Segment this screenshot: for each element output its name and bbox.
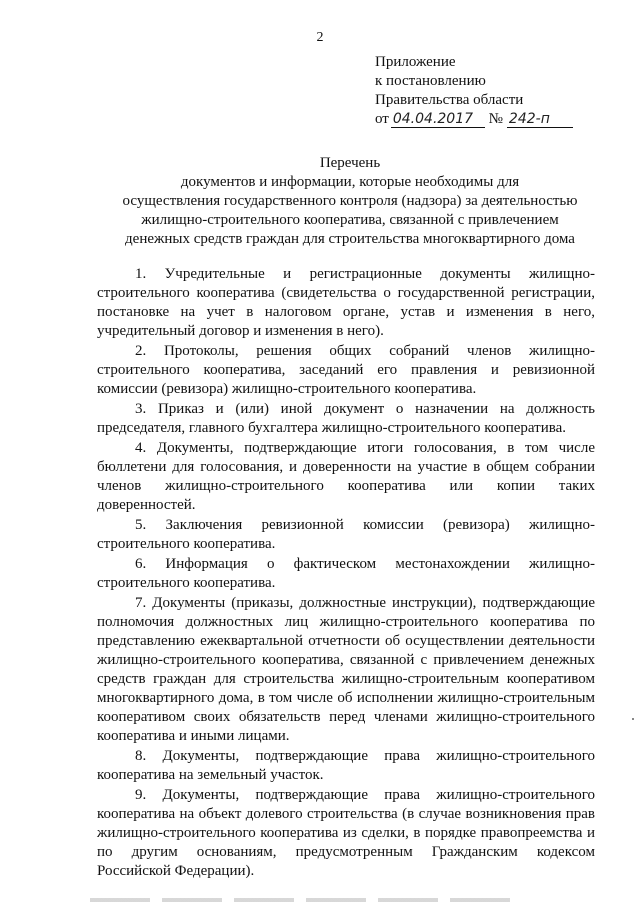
scan-footer-artifact bbox=[90, 898, 510, 902]
title-word: Перечень bbox=[319, 155, 381, 171]
list-item: 9. Документы, подтверждающие права жилищно-строительного кооператива на объект долевого строительства (в случае возникновения прав жилищно-строительного кооператива из сделки, в порядке правопреемства и по другим основаниям, предусмотренным Гражданским кодексом Российской Федерации). bbox=[97, 787, 595, 879]
list-item: 4. Документы, подтверждающие итоги голосования, в том числе бюллетени для голосования, и доверенности на участие в общем собрании членов жилищно-строительного кооператива или копии таких доверенностей. bbox=[97, 440, 595, 513]
handwritten-number: 242-п bbox=[507, 112, 573, 128]
appendix-line-3: Правительства области bbox=[375, 92, 524, 108]
handwritten-date: 04.04.2017 bbox=[391, 112, 485, 128]
document-title bbox=[120, 154, 580, 249]
list-item: 8. Документы, подтверждающие права жилищно-строительного кооператива на земельный участок. bbox=[97, 748, 595, 783]
list-item: 5. Заключения ревизионной комиссии (ревизора) жилищно-строительного кооператива. bbox=[97, 517, 595, 552]
page-number: 2 bbox=[316, 30, 324, 45]
scan-speck bbox=[632, 718, 634, 720]
title-line-1: документов и информации, которые необходимы для bbox=[180, 174, 520, 190]
number-sign: № bbox=[488, 111, 503, 127]
title-line-4: денежных средств граждан для строительства многоквартирного дома bbox=[125, 231, 575, 247]
appendix-line-1: Приложение bbox=[375, 54, 456, 70]
title-line-2: осуществления государственного контроля (надзора) за деятельностью bbox=[122, 193, 578, 209]
list-item: 2. Протоколы, решения общих собраний членов жилищно-строительного кооператива, заседаний его правления и ревизионной комиссии (ревизора) жилищно-строительного кооператива. bbox=[97, 343, 595, 397]
appendix-line-2: к постановлению bbox=[375, 73, 486, 89]
date-prefix: от bbox=[375, 111, 389, 127]
title-line-3: жилищно-строительного кооператива, связанной с привлечением bbox=[141, 212, 559, 228]
list-item: 7. Документы (приказы, должностные инструкции), подтверждающие полномочия должностных лиц жилищно-строительного кооператива по представлению ежеквартальной отчетности об осуществлении деятельности жилищно-строительного кооператива, связанной с привлечением денежных средств граждан для строительства жилищно-строительным кооперативом многоквартирного дома, в том числе об исполнении жилищно-строительным кооперативом своих обязательств перед членами жилищно-строительного кооператива и иными лицами. bbox=[97, 595, 595, 744]
list-item: 1. Учредительные и регистрационные документы жилищно-строительного кооператива (свидетельства о государственной регистрации, постановке на учет в налоговом органе, устав и изменения в него, учредительный договор и изменения в него). bbox=[97, 266, 595, 339]
list-item: 6. Информация о фактическом местонахождении жилищно-строительного кооператива. bbox=[97, 556, 595, 591]
appendix-date-row bbox=[375, 110, 615, 129]
list-item: 3. Приказ и (или) иной документ о назначении на должность председателя, главного бухгалтера жилищно-строительного кооператива. bbox=[97, 401, 595, 436]
document-list bbox=[97, 265, 595, 881]
appendix-header bbox=[375, 53, 615, 129]
